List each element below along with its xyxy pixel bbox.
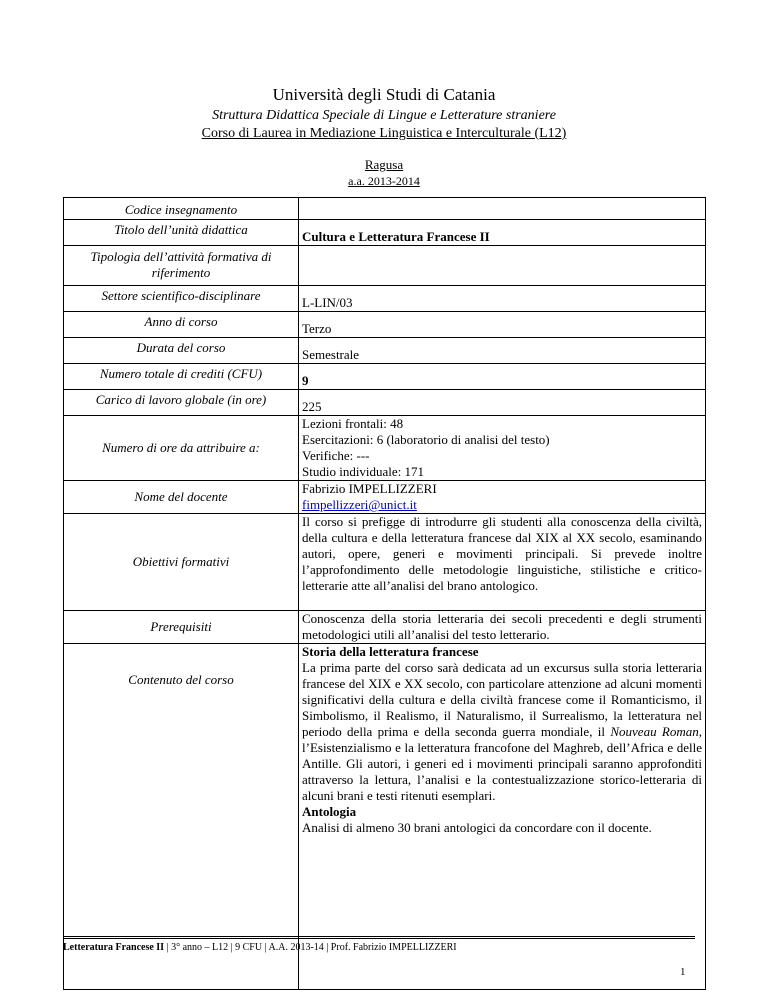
- table-row: [64, 514, 706, 611]
- docente-value: [299, 481, 706, 514]
- document-header: [0, 85, 768, 189]
- durata-value: Semestrale: [299, 338, 706, 364]
- table-row: [64, 390, 706, 416]
- anno-value: Terzo: [299, 312, 706, 338]
- contenuto-label: Contenuto del corso: [64, 644, 299, 990]
- corso-name: Corso di Laurea in Mediazione Linguistica e Interculturale (L12): [201, 126, 567, 141]
- anno-label: Anno di corso: [64, 312, 299, 338]
- university-name: Università degli Studi di Catania: [272, 85, 496, 104]
- contenuto-heading: Storia della letteratura francese: [302, 644, 479, 659]
- table-row: [64, 246, 706, 286]
- ore-line: Esercitazioni: 6 (laboratorio di analisi del testo): [302, 432, 550, 447]
- footer-info: | 3° anno – L12 | 9 CFU | A.A. 2013-14 | Prof. Fabrizio IMPELLIZZERI: [164, 942, 457, 953]
- titolo-label: Titolo dell’unità didattica: [64, 220, 299, 246]
- ore-value: [299, 416, 706, 481]
- docente-email-link[interactable]: fimpellizzeri@unict.it: [302, 497, 417, 512]
- table-row: [64, 338, 706, 364]
- contenuto-text: La prima parte del corso sarà dedicata ad un excursus sulla storia letteraria francese del XIX e XX secolo, con particolare attenzione ad alcuni momenti significativi della cultura e della civiltà francese come il Romanticismo, il Simbolismo, il Realismo, il Naturalismo, il Surrealismo, la letteratura nel periodo della prima e della seconda guerra mondiale, il: [302, 660, 702, 739]
- ore-label: Numero di ore da attribuire a:: [64, 416, 299, 481]
- contenuto-text: , l’Esistenzialismo e la letteratura francofone del Maghreb, dell’Africa e delle Antille. Gli autori, i generi ed i movimenti principali saranno approfonditi attraverso la lettura, l’analisi e la contestualizzazione storico-letteraria di alcuni brani e testi ritenuti esemplari.: [302, 724, 702, 803]
- ore-line: Lezioni frontali: 48: [302, 416, 404, 431]
- table-row: [64, 198, 706, 220]
- docente-name: Fabrizio IMPELLIZZERI: [302, 481, 437, 496]
- table-row: [64, 286, 706, 312]
- contenuto-paragraph: Analisi di almeno 30 brani antologici da concordare con il docente.: [302, 820, 652, 835]
- table-row: [64, 481, 706, 514]
- ore-line: Verifiche: ---: [302, 448, 370, 463]
- obiettivi-label: Obiettivi formativi: [64, 514, 299, 611]
- course-table: [63, 197, 706, 990]
- codice-value: [299, 198, 706, 220]
- carico-label: Carico di lavoro globale (in ore): [64, 390, 299, 416]
- contenuto-italic: Nouveau Roman: [610, 724, 699, 739]
- titolo-value: Cultura e Letteratura Francese II: [299, 220, 706, 246]
- crediti-value: 9: [299, 364, 706, 390]
- contenuto-heading: Antologia: [302, 804, 357, 819]
- settore-value: L-LIN/03: [299, 286, 706, 312]
- table-row: [64, 312, 706, 338]
- page-number: 1: [680, 966, 686, 978]
- prerequisiti-value: Conoscenza della storia letteraria dei secoli precedenti e degli strumenti metodologici utili all’analisi del testo letterario.: [299, 611, 706, 644]
- contenuto-paragraph: [302, 660, 702, 804]
- table-row: [64, 220, 706, 246]
- crediti-label: Numero totale di crediti (CFU): [64, 364, 299, 390]
- footer-course: Letteratura Francese II: [63, 942, 165, 953]
- table-row: [64, 611, 706, 644]
- settore-label: Settore scientifico-disciplinare: [64, 286, 299, 312]
- durata-label: Durata del corso: [64, 338, 299, 364]
- struttura-name: Struttura Didattica Speciale di Lingue e Letterature straniere: [212, 108, 556, 123]
- place: Ragusa: [364, 157, 404, 172]
- table-row: [64, 416, 706, 481]
- codice-label: Codice insegnamento: [64, 198, 299, 220]
- prerequisiti-label: Prerequisiti: [64, 611, 299, 644]
- docente-label: Nome del docente: [64, 481, 299, 514]
- page-footer: [63, 936, 695, 954]
- tipologia-label: Tipologia dell’attività formativa di riferimento: [64, 246, 299, 286]
- table-row: [64, 364, 706, 390]
- ore-line: Studio individuale: 171: [302, 464, 425, 479]
- obiettivi-value: Il corso si prefigge di introdurre gli studenti alla conoscenza della civiltà, della cultura e della letteratura francese dal XIX al XX secolo, esaminando autori, opere, generi e movimenti principali. Si prevede inoltre l’approfondimento delle metodologie linguistiche, stilistiche e critico-letterarie atte all’analisi del brano antologico.: [299, 514, 706, 611]
- carico-value: 225: [299, 390, 706, 416]
- tipologia-value: [299, 246, 706, 286]
- academic-year: a.a. 2013-2014: [348, 174, 420, 188]
